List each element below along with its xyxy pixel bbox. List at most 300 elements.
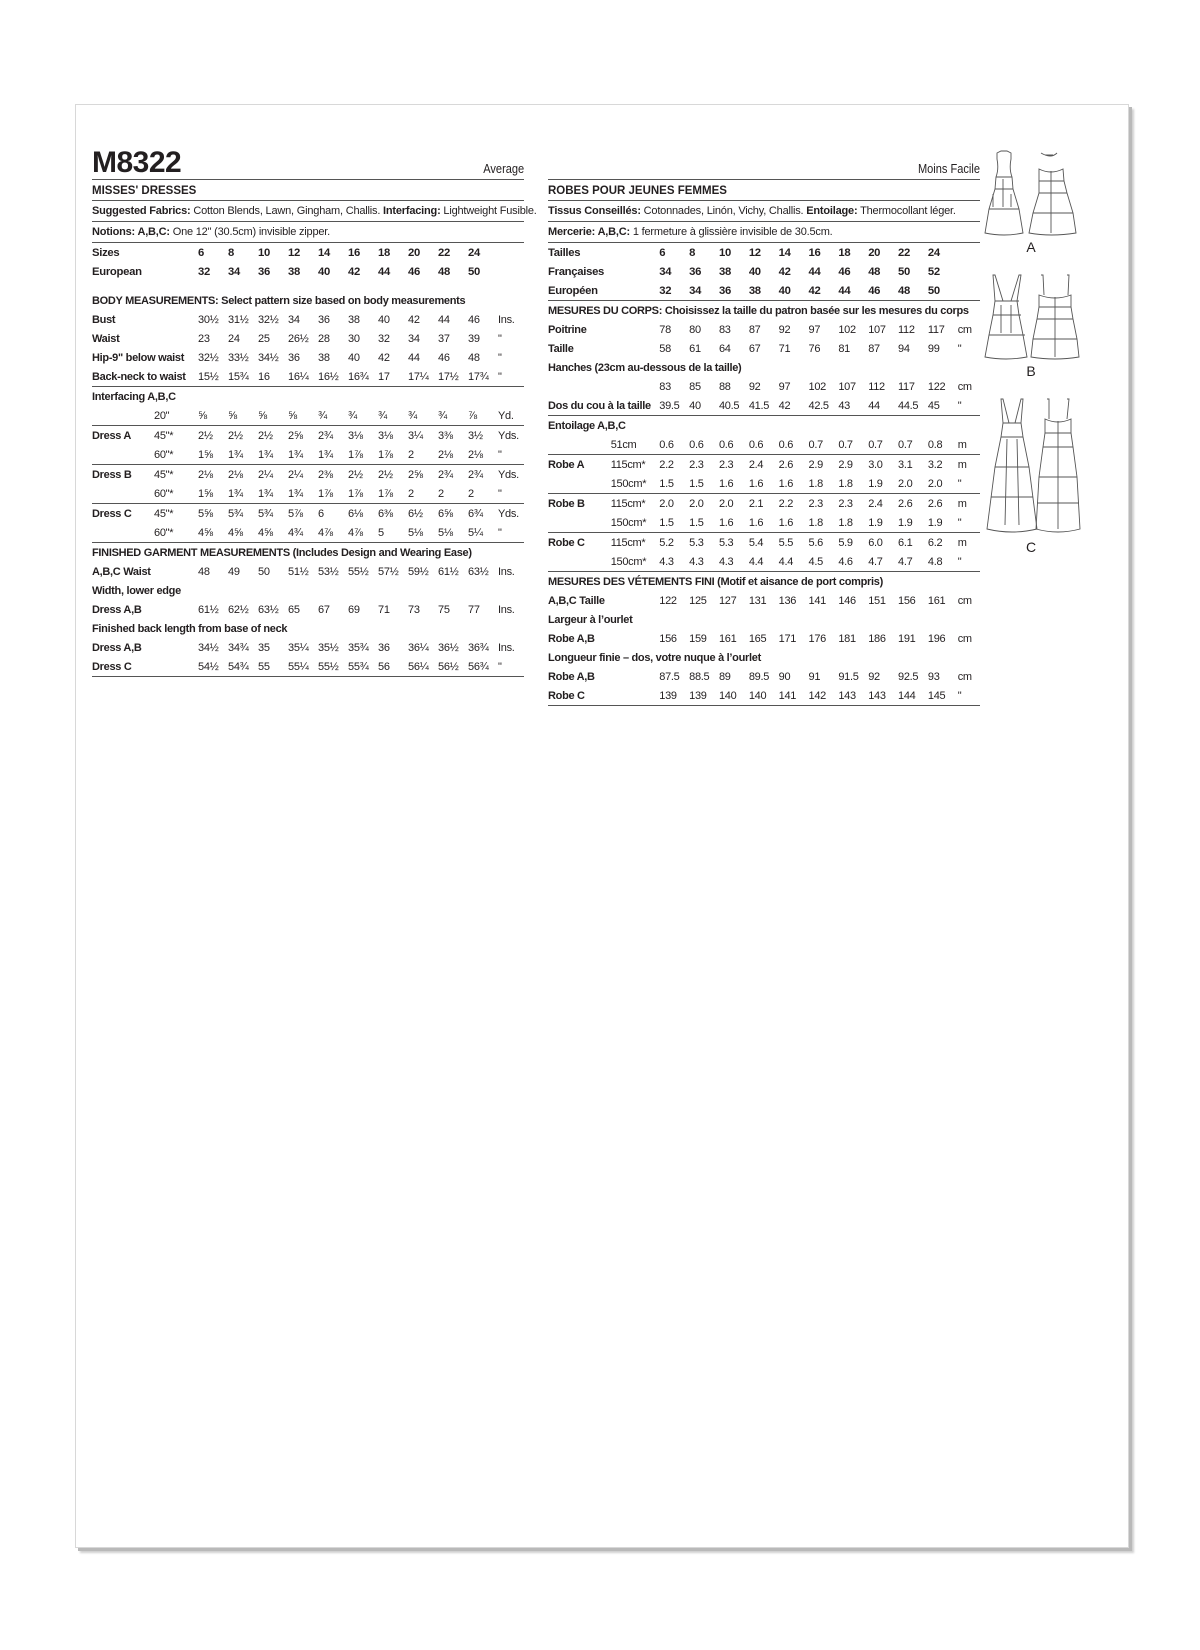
size-value: 1.9 <box>898 513 928 533</box>
size-value: 81 <box>838 342 850 355</box>
size-value: 5 <box>378 523 408 543</box>
unit <box>498 243 524 262</box>
size-value: 46 <box>838 265 851 278</box>
size-value: 20 <box>408 246 420 259</box>
size-value: 59½ <box>408 565 429 578</box>
length-title-label: Finished back length from base of neck <box>92 622 288 635</box>
size-value: 2 <box>408 445 438 465</box>
size-value: 40 <box>779 281 809 301</box>
row-label: Robe A,B <box>548 632 595 645</box>
size-value: 1¾ <box>258 445 288 465</box>
size-value: 58 <box>659 342 671 355</box>
width-row-fr <box>548 629 980 648</box>
size-value: 6.1 <box>898 536 913 549</box>
width-title-label: Width, lower edge <box>92 584 181 597</box>
size-value: 85 <box>689 380 701 393</box>
size-value: 36¾ <box>468 641 489 654</box>
size-value: 1.6 <box>749 474 779 494</box>
yardage-row <box>92 465 524 485</box>
size-value: 4.6 <box>838 552 868 572</box>
size-value: 41.5 <box>749 396 779 416</box>
size-value: 17¾ <box>468 367 498 387</box>
size-value: 55¾ <box>348 657 378 677</box>
row-label: Hip-9" below waist <box>92 351 185 364</box>
size-value: 8 <box>689 246 696 259</box>
body-measurements-title-fr-label: MESURES DU CORPS: Choisissez la taille du patron basée sur les mesures du corps <box>548 304 969 317</box>
header-fr <box>548 145 980 180</box>
size-value: 3¼ <box>408 429 423 442</box>
size-value: 2.3 <box>838 497 853 510</box>
size-value: 117 <box>898 380 915 393</box>
size-value: 2⅛ <box>228 468 243 481</box>
size-value: 89.5 <box>748 670 770 683</box>
size-value: 71 <box>778 342 791 355</box>
size-value: 2¾ <box>468 468 483 481</box>
body-row <box>92 367 524 387</box>
size-value: 65 <box>288 603 300 616</box>
size-value: 4⅝ <box>258 523 288 543</box>
size-value: 18 <box>378 246 390 259</box>
size-value: 87 <box>868 342 880 355</box>
size-value: 4⅞ <box>318 523 348 543</box>
size-value: 37 <box>438 332 450 345</box>
size-value: 2¾ <box>438 468 453 481</box>
unit: " <box>958 474 980 494</box>
size-value: 61 <box>689 342 701 355</box>
size-value: 49 <box>228 565 240 578</box>
size-value: 3½ <box>468 429 483 442</box>
size-value: 42 <box>779 396 809 416</box>
size-value: 2.0 <box>898 474 928 494</box>
size-value: 1.6 <box>749 513 779 533</box>
size-value: 78 <box>659 323 671 336</box>
size-value: 1.9 <box>868 513 898 533</box>
row-label: Sizes <box>92 246 120 259</box>
sizes-row <box>92 243 524 262</box>
suggested-fabrics-fr: Tissus Conseillés: Cotonnades, Linón, Vichy, Challis. Entoilage: Thermocollant léger. <box>548 201 980 222</box>
row-label: European <box>92 265 142 278</box>
size-value: 3.1 <box>898 458 913 471</box>
size-value: 32½ <box>198 351 219 364</box>
notions: Notions: A,B,C: One 12" (30.5cm) invisible zipper. <box>92 222 524 243</box>
size-value: 35½ <box>318 641 339 654</box>
finished-title-fr <box>548 572 980 592</box>
unit: Ins. <box>498 603 515 616</box>
english-column <box>92 145 537 677</box>
size-value: 50 <box>468 265 480 278</box>
size-value: 88.5 <box>689 670 710 683</box>
size-value: ¾ <box>378 406 408 426</box>
size-value: 156 <box>898 594 916 607</box>
size-value: 171 <box>778 632 797 645</box>
unit: cm <box>957 632 972 645</box>
size-value: 0.8 <box>928 435 958 455</box>
size-value: 46 <box>438 351 450 364</box>
row-label: Dress C <box>92 657 198 677</box>
size-value: 87 <box>748 323 761 336</box>
size-value: 36 <box>719 281 749 301</box>
size-value: 83 <box>718 323 731 336</box>
size-value: 1⅞ <box>348 445 378 465</box>
size-value: 1.5 <box>659 474 689 494</box>
row-label: Dos du cou à la taille <box>548 396 659 416</box>
view-b-dress-icon <box>981 273 1081 361</box>
size-value: 4.3 <box>659 552 689 572</box>
size-value: 3.0 <box>868 458 883 471</box>
size-value: 16¼ <box>288 367 318 387</box>
size-value: 16 <box>258 367 288 387</box>
size-value: 42 <box>378 351 390 364</box>
size-value: 3⅜ <box>438 429 453 442</box>
body-row-fr <box>548 339 980 358</box>
unit: m <box>958 435 980 455</box>
unit: " <box>958 513 980 533</box>
finished-waist-row-fr <box>548 591 980 610</box>
size-value: 107 <box>838 380 856 393</box>
size-value: 2 <box>468 484 498 504</box>
size-value: 48 <box>868 265 881 278</box>
size-value: 6½ <box>408 507 423 520</box>
size-value: 87.5 <box>659 670 680 683</box>
size-value: 46 <box>468 313 480 326</box>
size-value: 63½ <box>468 565 489 578</box>
size-value: 44 <box>438 313 450 326</box>
size-value: 10 <box>258 246 270 259</box>
size-value: 0.6 <box>719 435 749 455</box>
size-value: 17¼ <box>408 367 438 387</box>
size-value: 50 <box>928 281 958 301</box>
size-value: 63½ <box>258 603 279 616</box>
unit: cm <box>957 670 972 683</box>
size-value: 1¾ <box>228 445 258 465</box>
size-value: 36 <box>258 265 270 278</box>
unit: " <box>957 342 962 355</box>
interfacing-title-fr <box>548 416 980 436</box>
pattern-number: M8322 <box>92 146 182 179</box>
size-value: 2.2 <box>659 458 674 471</box>
size-value: 40 <box>378 313 390 326</box>
size-value: 35¾ <box>348 641 369 654</box>
row-label: Dress A <box>92 429 132 442</box>
size-value: 2.6 <box>898 497 913 510</box>
width-title <box>92 581 524 600</box>
interfacing-title-fr-label: Entoilage A,B,C <box>548 419 626 432</box>
size-value: 32 <box>378 332 390 345</box>
size-value: 145 <box>928 686 958 706</box>
size-value: 92 <box>868 670 880 683</box>
size-value: 1.9 <box>868 474 898 494</box>
interfacing-title <box>92 387 524 407</box>
size-value: 125 <box>689 594 707 607</box>
size-value: 42 <box>778 265 791 278</box>
size-value: 17 <box>378 367 408 387</box>
size-value: 50 <box>258 565 270 578</box>
size-value: 16 <box>808 246 821 259</box>
size-value: 144 <box>898 686 928 706</box>
size-value: 191 <box>898 632 916 645</box>
size-value: 107 <box>868 323 886 336</box>
size-value: 36 <box>378 641 390 654</box>
fabric-width: 60"* <box>154 523 198 543</box>
size-value: 1¾ <box>228 484 258 504</box>
fabric-width: 115cm* <box>610 536 646 549</box>
size-value: 53½ <box>318 565 339 578</box>
size-value: 30 <box>348 332 360 345</box>
unit: " <box>498 523 524 543</box>
width-title-fr-label: Largeur à l’ourlet <box>548 613 633 626</box>
fabric-width: 150cm* <box>611 474 660 494</box>
fabric-width: 60"* <box>154 484 198 504</box>
unit: " <box>498 484 524 504</box>
size-value: 156 <box>659 632 677 645</box>
size-value: 40 <box>748 265 761 278</box>
header <box>92 145 524 180</box>
size-value: 4.7 <box>868 552 898 572</box>
fabric-width: 150cm* <box>611 552 660 572</box>
size-value: 14 <box>318 246 330 259</box>
size-value: 6 <box>198 246 204 259</box>
size-value: 2⅛ <box>198 468 213 481</box>
unit: " <box>958 396 980 416</box>
unit: " <box>498 351 502 364</box>
size-value: 55½ <box>318 657 348 677</box>
size-value: 36¼ <box>408 641 429 654</box>
size-value: 5⅛ <box>408 523 438 543</box>
yardage-row <box>548 552 980 572</box>
size-value: 55½ <box>348 565 369 578</box>
size-value: 4.4 <box>749 552 779 572</box>
size-value: 5⅝ <box>198 507 213 520</box>
size-value: 2.3 <box>808 497 823 510</box>
size-value: 54½ <box>198 657 228 677</box>
yardage-row <box>92 426 524 446</box>
size-value: 34 <box>288 313 300 326</box>
size-value: 43 <box>838 396 868 416</box>
yardage-row <box>548 474 980 494</box>
size-value: 91.5 <box>838 670 859 683</box>
interfacing-title-label: Interfacing A,B,C <box>92 390 176 403</box>
size-value: 48 <box>198 565 210 578</box>
size-value: 3⅛ <box>348 429 363 442</box>
size-value: 131 <box>748 594 767 607</box>
size-value: 2.1 <box>748 497 764 510</box>
size-value: 25 <box>258 332 270 345</box>
size-value: 6 <box>659 246 666 259</box>
size-value: 2.4 <box>868 497 883 510</box>
size-value: 161 <box>927 594 946 607</box>
size-value: 44 <box>408 351 420 364</box>
size-value: ¾ <box>348 406 378 426</box>
size-value: 1¾ <box>288 484 318 504</box>
size-value: 0.6 <box>689 435 719 455</box>
size-value: 5⅞ <box>288 507 303 520</box>
size-value: 1⅞ <box>318 484 348 504</box>
length-row-fr <box>548 686 980 706</box>
size-value: 0.6 <box>749 435 779 455</box>
yardage-row <box>548 455 980 475</box>
size-value: 2.0 <box>689 497 704 510</box>
size-value: 92 <box>778 323 791 336</box>
size-value: 50 <box>898 265 910 278</box>
view-b-label: B <box>1026 363 1036 379</box>
size-value: 40 <box>348 351 360 364</box>
size-value: 24 <box>228 332 240 345</box>
size-value: 2⅛ <box>438 445 468 465</box>
size-value: 159 <box>689 632 707 645</box>
back-row-fr <box>548 396 980 416</box>
unit: cm <box>957 323 972 336</box>
size-value: 1⅞ <box>378 445 408 465</box>
size-value: 38 <box>288 265 300 278</box>
size-value: 5.9 <box>838 536 853 549</box>
width-row <box>92 600 524 619</box>
fabric-width: 51cm <box>611 435 660 455</box>
size-value: 80 <box>689 323 701 336</box>
size-value: 0.7 <box>898 435 928 455</box>
size-value: 36 <box>689 265 702 278</box>
suggested-fabrics: Suggested Fabrics: Cotton Blends, Lawn, Gingham, Challis. Interfacing: Lightweight Fusible. <box>92 201 524 222</box>
size-value: 61½ <box>198 603 219 616</box>
size-value: 55¼ <box>288 657 318 677</box>
row-label <box>92 484 154 504</box>
view-c-label: C <box>1025 539 1037 555</box>
view-a-dress-icon <box>981 149 1081 237</box>
unit: " <box>498 657 524 677</box>
size-value: 35¼ <box>288 641 309 654</box>
size-value: 2.6 <box>778 458 794 471</box>
sizes-row-fr <box>548 243 980 262</box>
size-value: 32 <box>198 265 210 278</box>
size-value: 4⅞ <box>348 523 378 543</box>
european-row-fr <box>548 281 980 301</box>
size-value: 2½ <box>378 468 393 481</box>
size-value: 141 <box>779 686 809 706</box>
size-value: ⅝ <box>228 406 258 426</box>
size-value: 2¼ <box>288 468 303 481</box>
size-value: 2.4 <box>748 458 764 471</box>
unit: cm <box>957 380 972 393</box>
size-value: 1¾ <box>258 484 288 504</box>
size-value: 1.6 <box>779 474 809 494</box>
size-value: 34 <box>408 332 420 345</box>
size-value: 5.3 <box>718 536 734 549</box>
row-label: Robe B <box>548 497 585 510</box>
size-value: 33½ <box>228 351 249 364</box>
size-value: 94 <box>898 342 910 355</box>
row-label: Européen <box>548 281 659 301</box>
size-value: 57½ <box>378 565 399 578</box>
size-value: 71 <box>378 603 390 616</box>
row-label <box>548 435 611 455</box>
size-value: 92 <box>748 380 761 393</box>
size-value: ⅞ <box>468 406 498 426</box>
size-value: 139 <box>689 686 719 706</box>
view-a-label: A <box>1026 239 1036 255</box>
unit <box>498 262 524 281</box>
size-value: 1.8 <box>809 513 839 533</box>
unit: m <box>957 458 967 471</box>
size-value: 17½ <box>438 367 468 387</box>
row-label <box>548 552 611 572</box>
size-value: 0.7 <box>809 435 839 455</box>
size-value: 4.4 <box>779 552 809 572</box>
fabric-width: 20" <box>154 406 198 426</box>
size-value: 122 <box>927 380 946 393</box>
size-value: 12 <box>748 246 761 259</box>
size-value: 73 <box>408 603 420 616</box>
size-value: 24 <box>468 246 480 259</box>
row-label <box>92 406 154 426</box>
row-label: Back-neck to waist <box>92 367 198 387</box>
size-value: 1.9 <box>928 513 958 533</box>
size-value: 5¾ <box>228 507 243 520</box>
unit: Ins. <box>498 313 515 326</box>
garment-title: MISSES' DRESSES <box>92 180 524 201</box>
yardage-row <box>548 513 980 533</box>
size-value: 34 <box>689 281 719 301</box>
fabric-width: 45"* <box>154 429 174 442</box>
size-value: 56¾ <box>468 657 498 677</box>
size-value: 2¼ <box>258 468 273 481</box>
size-value: 2.0 <box>718 497 734 510</box>
size-value: 91 <box>808 670 821 683</box>
size-value: 55 <box>258 657 288 677</box>
body-row-fr <box>548 320 980 339</box>
size-value: 22 <box>898 246 910 259</box>
size-value: 1.6 <box>779 513 809 533</box>
size-value: 24 <box>927 246 940 259</box>
size-value: 32 <box>659 281 689 301</box>
finished-title <box>92 543 524 563</box>
size-value: 1¾ <box>288 445 318 465</box>
size-value: 34½ <box>198 641 219 654</box>
size-value: 143 <box>838 686 868 706</box>
size-value: 1.6 <box>719 513 749 533</box>
row-label: Dress B <box>92 468 132 481</box>
interfacing-row <box>92 406 524 426</box>
size-value: 40.5 <box>719 396 749 416</box>
yardage-row <box>548 533 980 553</box>
size-value: ⅝ <box>198 406 228 426</box>
size-value: 2.0 <box>659 497 674 510</box>
size-value: 0.6 <box>779 435 809 455</box>
difficulty-level: Average <box>483 161 524 176</box>
size-value: 18 <box>838 246 851 259</box>
size-value: 5.3 <box>689 536 704 549</box>
size-value: 143 <box>868 686 898 706</box>
size-value: 48 <box>438 265 450 278</box>
size-value: 2 <box>438 484 468 504</box>
row-label: A,B,C Taille <box>548 594 605 607</box>
size-value: 64 <box>718 342 731 355</box>
size-value: 161 <box>718 632 737 645</box>
size-value: 89 <box>718 670 731 683</box>
size-value: 165 <box>748 632 767 645</box>
row-label: Françaises <box>548 265 605 278</box>
hip-title-fr <box>548 358 980 377</box>
yardage-row <box>92 484 524 504</box>
size-value: 48 <box>468 351 480 364</box>
pattern-envelope-back <box>75 104 1129 1548</box>
yardage-row <box>92 445 524 465</box>
size-value: 1.6 <box>719 474 749 494</box>
row-label: Poitrine <box>548 323 587 336</box>
size-value: 22 <box>438 246 450 259</box>
size-value: 5.5 <box>778 536 794 549</box>
body-measurements-title <box>92 291 524 310</box>
row-label: Taille <box>548 342 574 355</box>
size-value: 2.3 <box>718 458 734 471</box>
